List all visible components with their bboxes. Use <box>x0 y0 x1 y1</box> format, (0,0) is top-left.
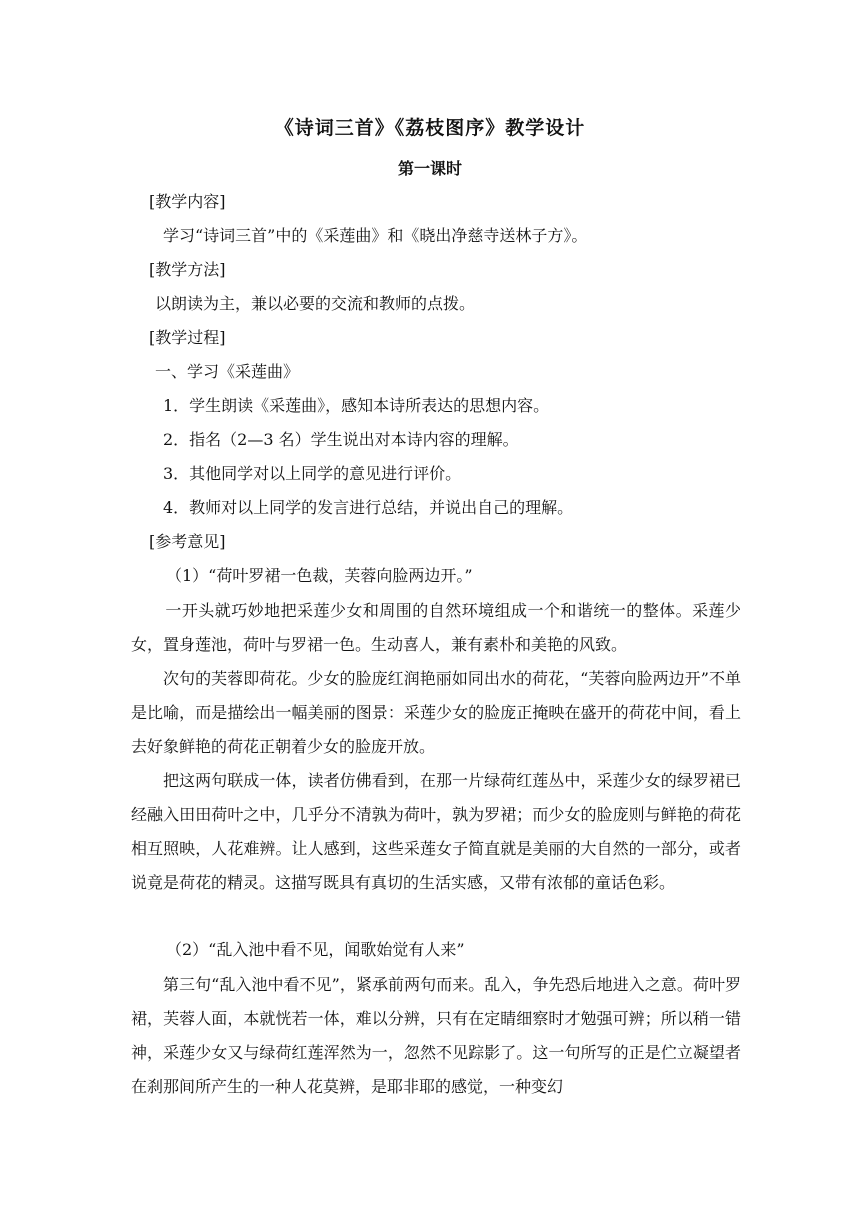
content-text: 学习“诗词三首”中的《采莲曲》和《晓出净慈寺送林子方》。 <box>163 226 588 245</box>
quote-heading: （2）“乱入池中看不见，闻歌始觉有人来” <box>166 940 465 959</box>
quote-heading: （1）“荷叶罗裙一色裁，芙蓉向脸两边开。” <box>166 566 473 585</box>
section-heading-reference: [参考意见] <box>149 532 226 551</box>
step-item: 3．其他同学对以上同学的意见进行评价。 <box>163 464 462 483</box>
body-paragraph: 第三句“乱入池中看不见”，紧承前两句而来。乱入，争先恐后地进入之意。荷叶罗裙，芙蓉人面，本就恍若一体，难以分辨，只有在定睛细察时才勉强可辨；所以稍一错神，采莲少女又与绿荷红莲浑然为一，忽然不见踪影了。这一句所写的正是伫立凝望者在刹那间所产生的一种人花莫辨，是耶非耶的感觉，一种变幻 <box>131 975 741 1096</box>
section-heading-process: [教学过程] <box>149 328 226 347</box>
section-heading-content: [教学内容] <box>149 192 226 211</box>
document-title: 《诗词三首》《荔枝图序》教学设计 <box>274 117 586 139</box>
section-one-heading: 一、学习《采莲曲》 <box>155 362 300 381</box>
body-paragraph: 次句的芙蓉即荷花。少女的脸庞红润艳丽如同出水的荷花，“芙蓉向脸两边开”不单是比喻，而是描绘出一幅美丽的图景：采莲少女的脸庞正掩映在盛开的荷花中间，看上去好象鲜艳的荷花正朝着少女的脸庞开放。 <box>131 669 741 756</box>
section-heading-method: [教学方法] <box>149 260 226 279</box>
method-text: 以朗读为主，兼以必要的交流和教师的点拨。 <box>155 294 476 313</box>
body-paragraph: 一开头就巧妙地把采莲少女和周围的自然环境组成一个和谐统一的整体。采莲少女，置身莲池，荷叶与罗裙一色。生动喜人，兼有素朴和美艳的风致。 <box>131 601 741 654</box>
step-item: 1．学生朗读《采莲曲》，感知本诗所表达的思想内容。 <box>163 396 550 415</box>
lesson-subtitle: 第一课时 <box>397 159 462 178</box>
step-item: 4．教师对以上同学的发言进行总结，并说出自己的理解。 <box>163 498 574 517</box>
body-paragraph: 把这两句联成一体，读者仿佛看到，在那一片绿荷红莲丛中，采莲少女的绿罗裙已经融入田田荷叶之中，几乎分不清孰为荷叶，孰为罗裙；而少女的脸庞则与鲜艳的荷花相互照映，人花难辨。让人感到，这些采莲女子简直就是美丽的大自然的一部分，或者说竟是荷花的精灵。这描写既具有真切的生活实感，又带有浓郁的童话色彩。 <box>131 771 741 892</box>
step-item: 2．指名（2—3 名）学生说出对本诗内容的理解。 <box>163 430 519 449</box>
